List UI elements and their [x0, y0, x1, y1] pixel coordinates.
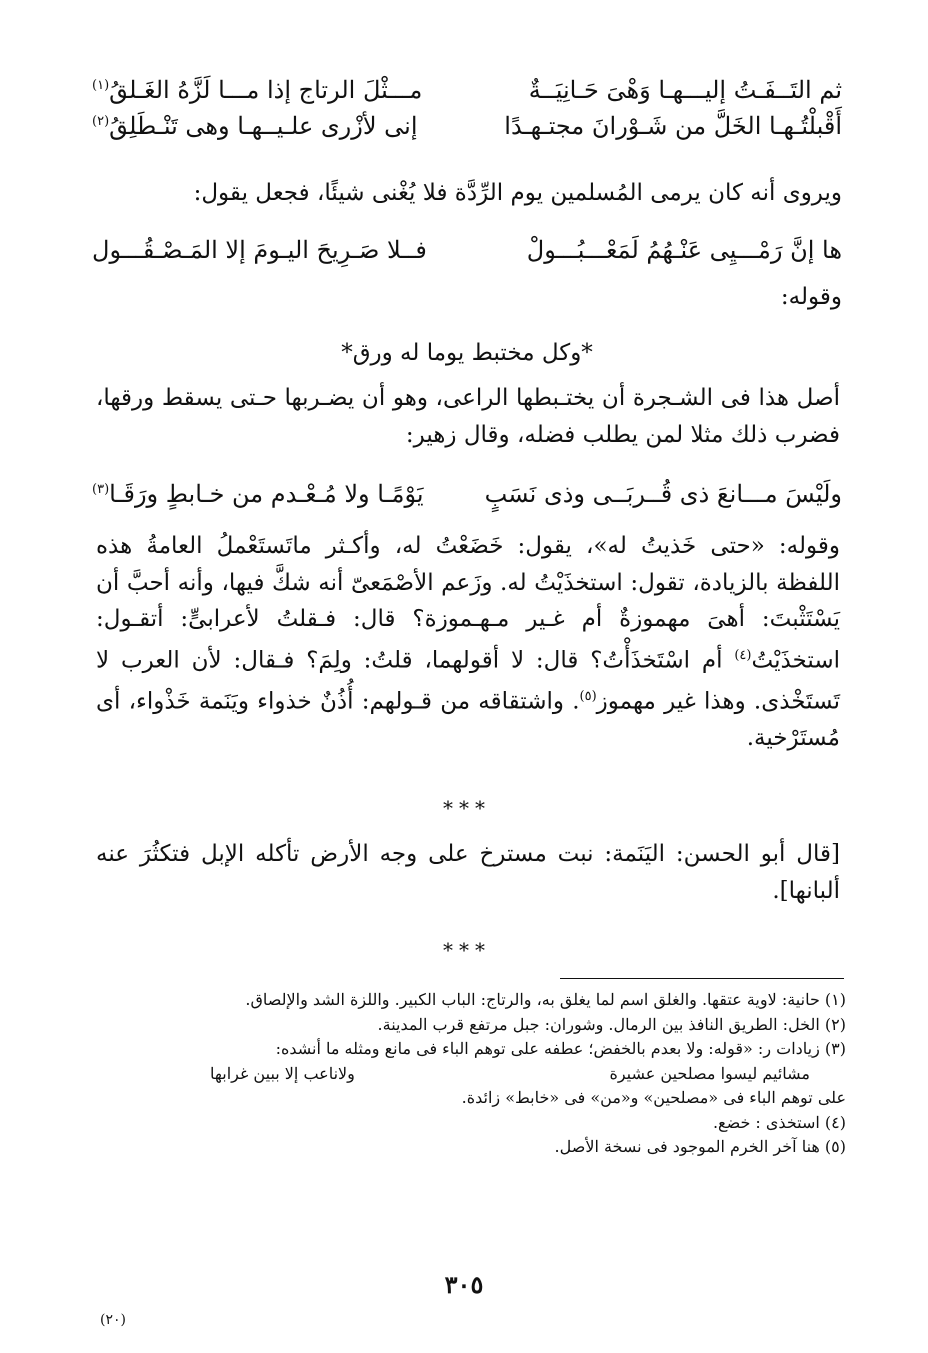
- verse-hemistich-left: إنى لأزْرى علـيــهـا وهى تَنْـطَلِقُ$^{(٢)}$: [92, 112, 418, 140]
- footnote-marker: (٥): [579, 688, 597, 704]
- footnote-marker: (١): [92, 78, 110, 93]
- footnote-2: (٢) الخل: الطريق النافذ بين الرمال. وشوران: جبل مرتفع قرب المدينة.: [377, 1014, 846, 1034]
- verse-hemistich-left: فــلا صَـرِيحَ اليـومَ إلا المَـصْـقُـــول: [92, 236, 427, 264]
- paragraph-khadhit: [96, 528, 840, 756]
- footnote-4: (٤) استخذى : خضع.: [712, 1112, 846, 1132]
- section-divider-stars: ***: [443, 938, 491, 962]
- paragraph-abu-al-hasan: [96, 836, 840, 909]
- section-divider-stars: ***: [443, 796, 491, 820]
- page-number: ٣٠٥: [444, 1270, 484, 1299]
- verse-hemistich-right: ولَيْسَ مـــانعَ ذى قُــربَــى وذى نَسَبٍ: [484, 480, 842, 508]
- paragraph-qawluhu: وقوله:: [780, 284, 842, 310]
- footnote-marker: (٤): [734, 647, 752, 663]
- verse-line-2: [92, 112, 842, 141]
- verse-line-1: [92, 76, 842, 105]
- footnote-verse: [210, 1062, 810, 1087]
- section-heading: *وكل مختبط يوما له ورق*: [341, 340, 593, 366]
- verse-hemistich-right: أَقْبلْتُـهـا الخَلَّ من شَـوْرانَ مجتـهـدًا: [504, 112, 842, 140]
- verse-hemistich-left: مـــثْلَ الرتاج إذا مـــا لَزَّهُ الغَـلقُ$^{(١)}$: [92, 76, 423, 104]
- verse-hemistich-left: يَوْمًـا ولا مُـعْـدم من خـابطٍ ورَقَـا$^{(٣)}$: [92, 480, 424, 508]
- footnote-separator: [560, 978, 844, 979]
- footnote-3-continued: على توهم الباء فى «مصلحين» و«من» فى «خابط» زائدة.: [461, 1088, 846, 1107]
- paragraph-asl: [96, 380, 840, 453]
- footnote-5: (٥) هنا آخر الخرم الموجود فى نسخة الأصل.: [554, 1137, 846, 1156]
- verse-line-4: [92, 480, 842, 509]
- verse-hemistich-right: ها إنَّ رَمْـــيِى عَنْـهُمُ لَمَعْـــبُـــولْ: [526, 236, 842, 264]
- paragraph-khadhit-part-2: أم اسْتَخذَأْتُ؟ قال: لا أقولهما، قلتُ: ولِمَ؟ فـقال: لأن العرب لا تَستَخْذى. وهذا غير مهموز: [96, 647, 840, 715]
- footnote-marker: (٢): [92, 114, 110, 129]
- footnotes: [180, 988, 846, 1160]
- footnote-marker: (٣): [92, 482, 110, 497]
- paragraph-khadhit-part-3: . واشتقاقه من قـولهم: أُذُنٌ خذواء ويَنَمة خَذْواء، أى مُستَرْخية.: [96, 688, 840, 751]
- verse-hemistich-right: ثم التَــفَـتُ إليـــهـا وَهْىَ حَـانِيَــةٌ: [528, 76, 842, 104]
- paragraph-abu-al-hasan-text: [قال أبو الحسن: اليَنَمة: نبت مسترخ على وجه الأرض تأكله الإبل فتكثُرَ عنه ألبانها].: [96, 841, 840, 904]
- footnote-1: (١) حانية: لاوية عتقها. والغلق اسم لما يغلق به، والرتاج: الباب الكبير. واللزة الشد والإلصاق.: [245, 990, 846, 1009]
- paragraph-khadhit-part-1: وقوله: «حتى خَذيتُ له»، يقول: خَضَعْتُ له، وأكـثر ماتَستَعْملُ العامةُ هذه اللفظة بالزيادة، تقول: استخذَيْتُ له. وزَعم الأصْمَعىّ أنه شكَّ فيها، وأنه أحبَّ أن يَسْتَثْبتَ: أهىَ مهموزةٌ أم غـير مـهـموزة؟ قال: فـقلتُ لأعرابىٍّ: أتقـول: استخذَيْتُ: [96, 533, 840, 674]
- paragraph-asl-text: أصل هذا فى الشـجرة أن يختـبطها الراعى، وهو أن يضـربها حـتى يسقط ورقها، فضرب ذلك مثلا لمن يطلب فضله، وقال زهير:: [96, 385, 840, 448]
- paragraph-rida: ويروى أنه كان يرمى المُسلمين يوم الرِّدَّة فلا يُغْنى شيئًا، فجعل يقول:: [193, 180, 842, 206]
- verse-line-3: [92, 236, 842, 265]
- footnote-verse-right: مشائيم ليسوا مصلحين عشيرة: [609, 1063, 810, 1083]
- footnote-verse-left: ولاناعب إلا ببين غرابها: [210, 1063, 355, 1083]
- footnote-3: (٣) زيادات ر: «قوله: ولا بعدم بالخفض؛ عطفه على توهم الباء فى مانع ومثله ما أنشده:: [275, 1039, 846, 1058]
- signature-mark: (٢٠): [100, 1312, 126, 1328]
